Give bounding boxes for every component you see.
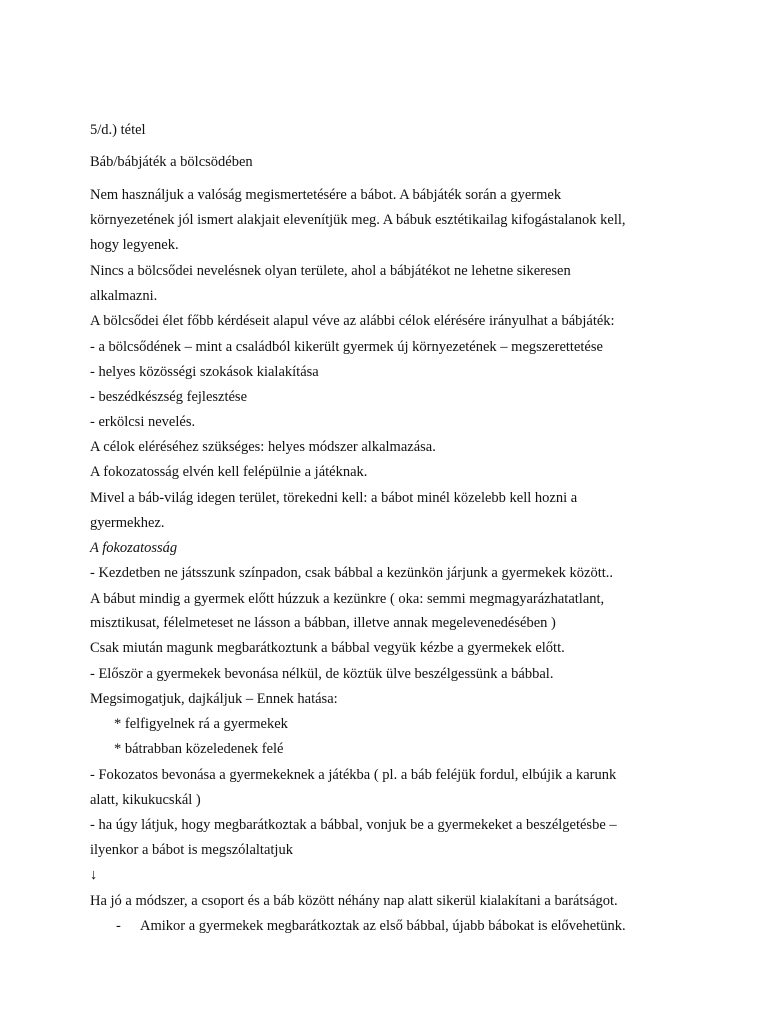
paragraph-line: Mivel a báb-világ idegen terület, törekedni kell: a bábot minél közelebb kell hozni a [90, 490, 578, 506]
paragraph-line: Megsimogatjuk, dajkáljuk – Ennek hatása: [90, 691, 338, 707]
paragraph-line: Csak miután magunk megbarátkoztunk a bábbal vegyük kézbe a gyermekek előtt. [90, 640, 565, 656]
document-heading: 5/d.) tétel [90, 122, 146, 138]
list-item: - a bölcsődének – mint a családból kikerült gyermek új környezetének – megszerettetése [90, 339, 603, 355]
paragraph-line: misztikusat, félelmeteset ne lásson a bábban, illetve annak megelevenedésében ) [90, 615, 556, 631]
paragraph-line: hogy legyenek. [90, 237, 179, 253]
sub-list-item: * bátrabban közeledenek felé [114, 741, 284, 757]
paragraph-line: A célok eléréséhez szükséges: helyes módszer alkalmazása. [90, 439, 436, 455]
list-item: - Fokozatos bevonása a gyermekeknek a játékba ( pl. a báb feléjük fordul, elbújik a karunk [90, 767, 617, 783]
list-item: - ha úgy látjuk, hogy megbarátkoztak a bábbal, vonjuk be a gyermekeket a beszélgetésbe – [90, 817, 617, 833]
document-subtitle: Báb/bábjáték a bölcsödében [90, 154, 253, 170]
list-item: - beszédkészség fejlesztése [90, 389, 248, 405]
down-arrow-icon: ↓ [90, 867, 98, 883]
last-item-dash: - [116, 918, 121, 934]
paragraph-line: környezetének jól ismert alakjait elevenítjük meg. A bábuk esztétikailag kifogástalanok kell, [90, 212, 626, 228]
paragraph-line: ilyenkor a bábot is megszólaltatjuk [90, 842, 293, 858]
list-item: - erkölcsi nevelés. [90, 414, 196, 430]
paragraph-line: A fokozatosság elvén kell felépülnie a játéknak. [90, 464, 368, 480]
list-item: - helyes közösségi szokások kialakítása [90, 364, 319, 380]
list-item: - Először a gyermekek bevonása nélkül, de köztük ülve beszélgessünk a bábbal. [90, 666, 554, 682]
paragraph-line: alkalmazni. [90, 288, 158, 304]
paragraph-line: Ha jó a módszer, a csoport és a báb között néhány nap alatt sikerül kialakítani a barátságot. [90, 893, 618, 909]
last-item-text: Amikor a gyermekek megbarátkoztak az első bábbal, újabb bábokat is elővehetünk. [140, 918, 626, 934]
paragraph-line: gyermekhez. [90, 515, 165, 531]
list-item: - Kezdetben ne játsszunk színpadon, csak bábbal a kezünkön járjunk a gyermekek között.. [90, 565, 614, 581]
sub-list-item: * felfigyelnek rá a gyermekek [114, 716, 288, 732]
paragraph-line: Nincs a bölcsődei nevelésnek olyan területe, ahol a bábjátékot ne lehetne sikeresen [90, 263, 571, 279]
paragraph-line: alatt, kikukucskál ) [90, 792, 201, 808]
paragraph-line: Nem használjuk a valóság megismertetésére a bábot. A bábjáték során a gyermek [90, 187, 562, 203]
paragraph-line: A bölcsődei élet főbb kérdéseit alapul véve az alábbi célok elérésére irányulhat a bábjáték: [90, 313, 615, 329]
paragraph-line: A bábut mindig a gyermek előtt húzzuk a kezünkre ( oka: semmi megmagyarázhatatlant, [90, 591, 605, 607]
section-heading: A fokozatosság [90, 540, 178, 556]
